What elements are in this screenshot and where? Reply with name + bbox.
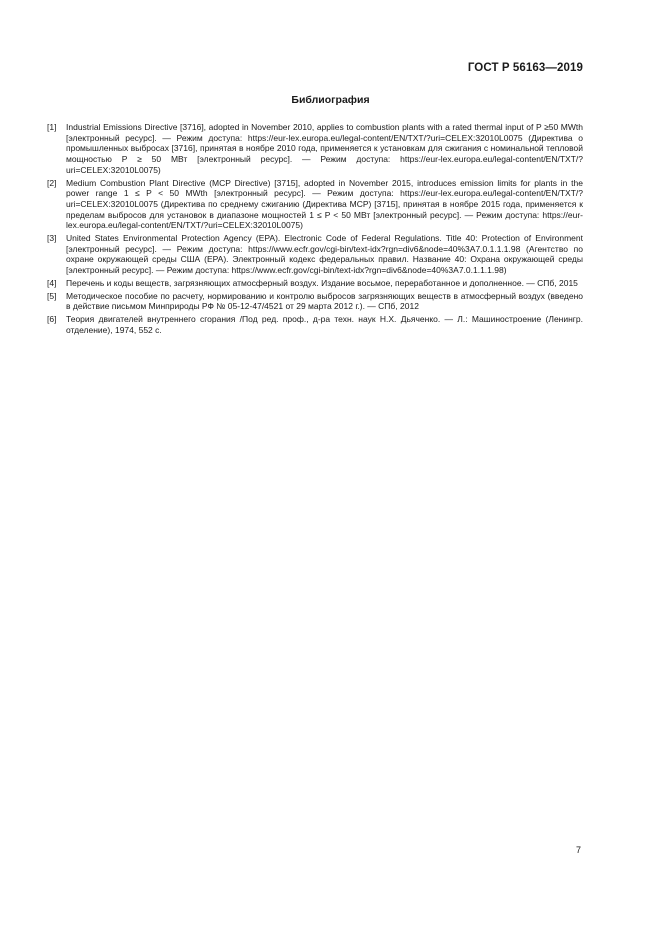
- reference-number: [3]: [47, 233, 57, 244]
- bibliography-item: [47, 122, 583, 176]
- reference-text: Теория двигателей внутреннего сгорания /Под ред. проф., д-ра техн. наук Н.Х. Дьяченко. — Л.: Машиностроение (Ленингр. отделение), 1974, 552 с.: [66, 313, 583, 335]
- reference-number: [2]: [47, 177, 57, 188]
- document-code: ГОСТ Р 56163—2019: [467, 62, 583, 74]
- bibliography-item: [47, 314, 583, 335]
- section-title: Библиография: [291, 94, 370, 106]
- reference-number: [6]: [47, 313, 57, 324]
- bibliography-item: [47, 178, 583, 232]
- reference-number: [1]: [47, 122, 57, 132]
- bibliography-item: [47, 233, 583, 276]
- reference-text: Методическое пособие по расчету, нормированию и контролю выбросов загрязняющих веществ в атмосферный воздух (введено в действие письмом Минприроды РФ № 05-12-47/4521 от 29 марта 2012 г.). — СПб, 2012: [66, 290, 583, 312]
- reference-number: [4]: [47, 277, 57, 288]
- bibliography-item: [47, 278, 583, 289]
- reference-text: Industrial Emissions Directive [3716], adopted in November 2010, applies to combustion plants with a rated thermal input of P ≥50 MWth [электронный ресурс]. — Режим доступа: https://eur-lex.europa.eu/legal-content/EN/TXT/?uri=CELEX:32010L0075 (Директива о промышленных выбросах [3716], принятая в ноябре 2010 года, применяется к установкам для сжигания с номинальной тепловой мощностью P ≥ 50 МВт [электронный ресурс]. — Режим доступа: https://eur-lex.europa.eu/legal-content/EN/TXT/?uri=CELEX:32010L0075): [66, 122, 583, 175]
- bibliography-list: [47, 122, 583, 337]
- reference-text: Medium Combustion Plant Directive (MCP Directive) [3715], adopted in November 2015, introduces emission limits for plants in the power range 1 ≤ P < 50 MWth [электронный ресурс]. — Режим доступа: https://eur-lex.europa.eu/legal-content/EN/TXT/?uri=CELEX:32010L0075 (Директива по среднему сжиганию (Директива MCP) [3715], принятая в ноябре 2015 года, применяется к пределам выбросов для установок в диапазоне мощностей 1 ≤ P < 50 МВт [электронный ресурс]. — Режим доступа: https://eur-lex.europa.eu/legal-content/EN/TXT/?uri=CELEX:32010L0075): [66, 177, 583, 231]
- bibliography-item: [47, 291, 583, 312]
- page-number: 7: [575, 845, 581, 855]
- reference-number: [5]: [47, 290, 57, 301]
- reference-text: Перечень и коды веществ, загрязняющих атмосферный воздух. Издание восьмое, переработанное и дополненное. — СПб, 2015: [66, 277, 578, 288]
- reference-text: United States Environmental Protection Agency (EPA). Electronic Code of Federal Regulations. Title 40: Protection of Environment [электронный ресурс]. — Режим доступа: https://www.ecfr.gov/cgi-bin/text-idx?rgn=div6&node=40%3A7.0.1.1.1.98 (Агентство по охране окружающей среды США (EPA). Электронный кодекс федеральных правил. Название 40: Охрана окружающей среды [электронный ресурс]. — Режим доступа: https://www.ecfr.gov/cgi-bin/text-idx?rgn=div6&node=40%3A7.0.1.1.1.98): [66, 233, 583, 276]
